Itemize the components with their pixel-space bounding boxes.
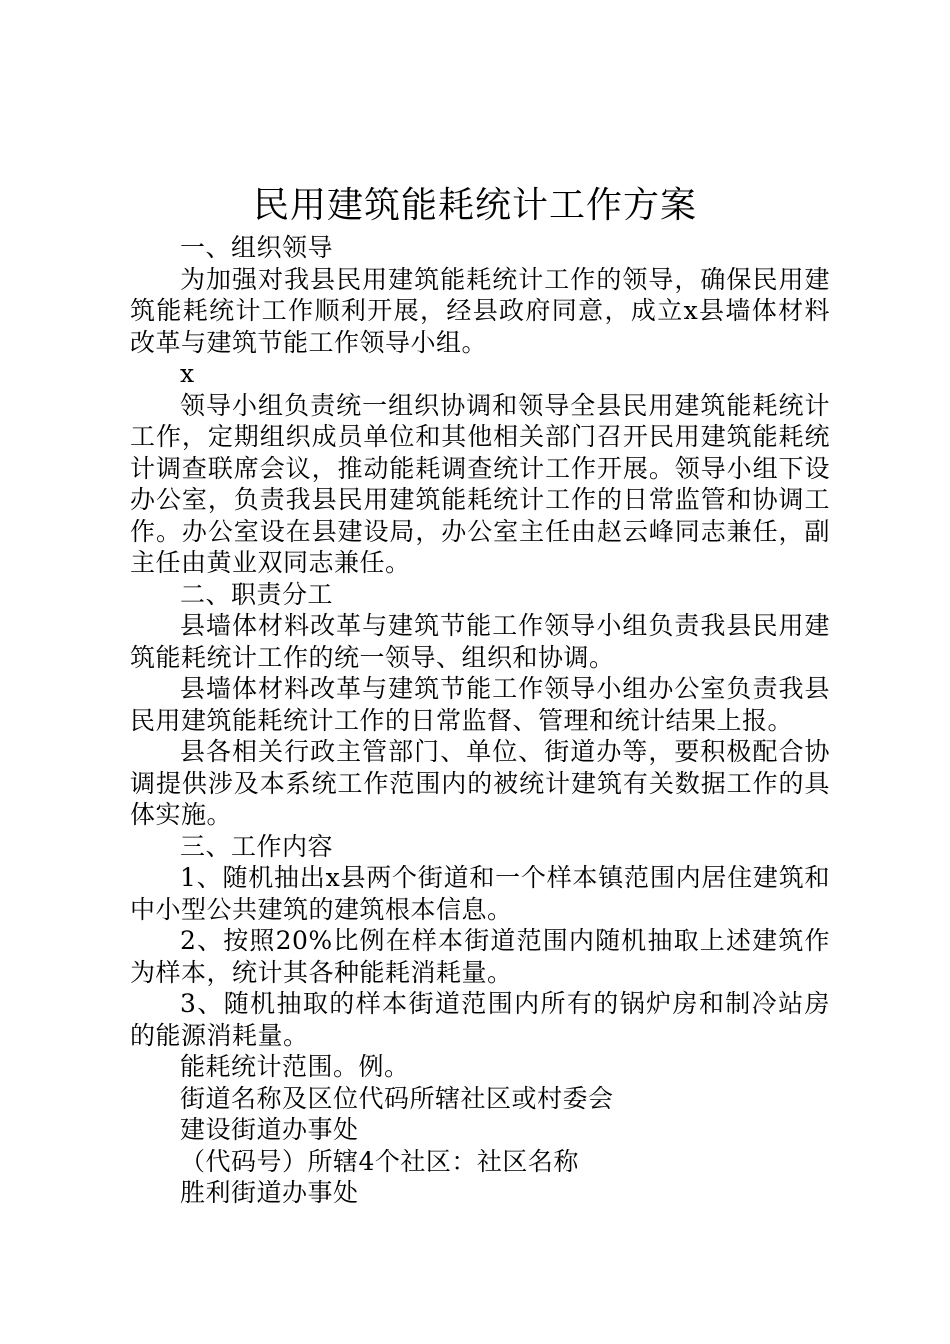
document-body	[130, 232, 830, 1209]
section-heading-organization: 一、组织领导	[180, 233, 334, 262]
section-heading-responsibilities: 二、职责分工	[180, 579, 334, 609]
placeholder-line-x: x	[180, 359, 195, 388]
paragraph-leading-group-establishment: 为加强对我县民用建筑能耗统计工作的领导，确保民用建筑能耗统计工作顺利开展，经县政府同意，成立x县墙体材料改革与建筑节能工作领导小组。	[130, 264, 830, 357]
table-header-line: 街道名称及区位代码所辖社区或村委会	[180, 1083, 614, 1113]
section-heading-work-content: 三、工作内容	[180, 831, 334, 861]
work-item-1: 1、随机抽出x县两个街道和一个样本镇范围内居住建筑和中小型公共建筑的建筑根本信息。	[130, 863, 830, 924]
street-1-communities: （代码号）所辖4个社区：社区名称	[180, 1146, 579, 1176]
paragraph-responsibility-office: 县墙体材料改革与建筑节能工作领导小组办公室负责我县民用建筑能耗统计工作的日常监督、管理和统计结果上报。	[130, 674, 830, 735]
paragraph-responsibility-group: 县墙体材料改革与建筑节能工作领导小组负责我县民用建筑能耗统计工作的统一领导、组织和协调。	[130, 611, 830, 672]
work-item-2: 2、按照20%比例在样本街道范围内随机抽取上述建筑作为样本，统计其各种能耗消耗量。	[130, 926, 830, 987]
street-name-1: 建设街道办事处	[180, 1115, 359, 1144]
document-title: 民用建筑能耗统计工作方案	[252, 185, 697, 226]
paragraph-responsibility-departments: 县各相关行政主管部门、单位、街道办等，要积极配合协调提供涉及本系统工作范围内的被统计建筑有关数据工作的具体实施。	[130, 737, 830, 829]
paragraph-leading-group-duties: 领导小组负责统一组织协调和领导全县民用建筑能耗统计工作，定期组织成员单位和其他相关部门召开民用建筑能耗统计调查联席会议，推动能耗调查统计工作开展。领导小组下设办公室，负责我县民用建筑能耗统计工作的日常监管和协调工作。办公室设在县建设局，办公室主任由赵云峰同志兼任，副主任由黄业双同志兼任。	[130, 390, 830, 577]
scope-line: 能耗统计范围。例。	[180, 1052, 410, 1081]
work-item-3: 3、随机抽取的样本街道范围内所有的锅炉房和制冷站房的能源消耗量。	[130, 989, 830, 1050]
street-name-2: 胜利街道办事处	[180, 1178, 359, 1207]
